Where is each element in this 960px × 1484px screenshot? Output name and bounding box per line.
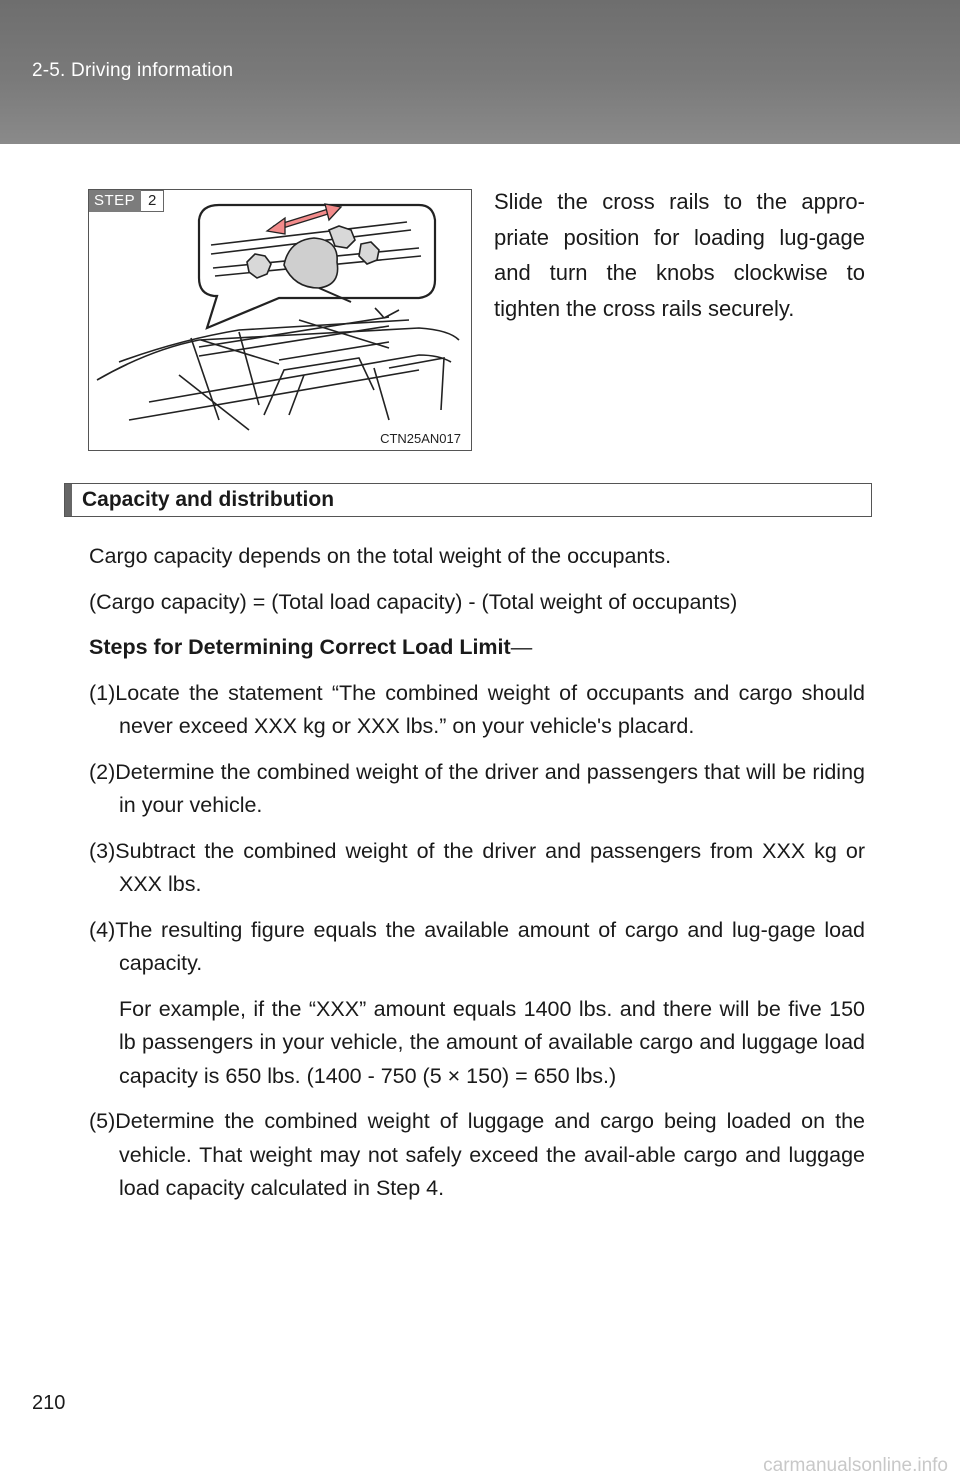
roof-rail-illustration — [88, 189, 472, 451]
section-accent — [65, 484, 72, 516]
step-label: STEP — [89, 190, 141, 212]
page-header — [0, 0, 960, 144]
step-number: 2 — [141, 190, 164, 212]
step-instruction: Slide the cross rails to the appro-priate position for loading lug-gage and turn the knobs clockwise to tighten the cross rails securely. — [494, 189, 865, 321]
formula-paragraph: (Cargo capacity) = (Total load capacity) - (Total weight of occupants) — [89, 589, 738, 614]
section-title: Capacity and distribution — [82, 488, 335, 511]
step-item-4: (4)The resulting figure equals the available amount of cargo and lug-gage load capacity. — [89, 917, 865, 975]
step-item-2: (2)Determine the combined weight of the driver and passengers that will be riding in your vehicle. — [89, 759, 865, 817]
page-number: 210 — [32, 1392, 66, 1414]
steps-heading-dash: — — [510, 635, 533, 659]
step-item-3: (3)Subtract the combined weight of the driver and passengers from XXX kg or XXX lbs. — [89, 838, 865, 896]
step-item-5: (5)Determine the combined weight of luggage and cargo being loaded on the vehicle. That weight may not safely exceed the avail-able cargo and luggage load capacity calculated in Step 4. — [89, 1109, 865, 1200]
figure-code: CTN25AN017 — [380, 431, 461, 446]
watermark: carmanualsonline.info — [763, 1455, 948, 1476]
intro-paragraph: Cargo capacity depends on the total weight of the occupants. — [89, 544, 672, 568]
steps-heading-text: Steps for Determining Correct Load Limit — [89, 635, 511, 659]
section-body — [89, 540, 865, 1218]
step-item-1: (1)Locate the statement “The combined weight of occupants and cargo should never exceed XXX kg or XXX lbs.” on your vehicle's placard. — [89, 680, 865, 738]
chapter-title: 2-5. Driving information — [32, 60, 234, 81]
car-roof-rail-drawing — [89, 190, 472, 451]
example-paragraph: For example, if the “XXX” amount equals 1400 lbs. and there will be five 150 lb passengers in your vehicle, the amount of available cargo and luggage load capacity is 650 lbs. (1400 - 750 (5 × 150) = 650 lbs.) — [119, 996, 865, 1088]
section-header — [64, 483, 872, 517]
step-badge — [89, 190, 164, 212]
steps-heading — [89, 631, 865, 665]
